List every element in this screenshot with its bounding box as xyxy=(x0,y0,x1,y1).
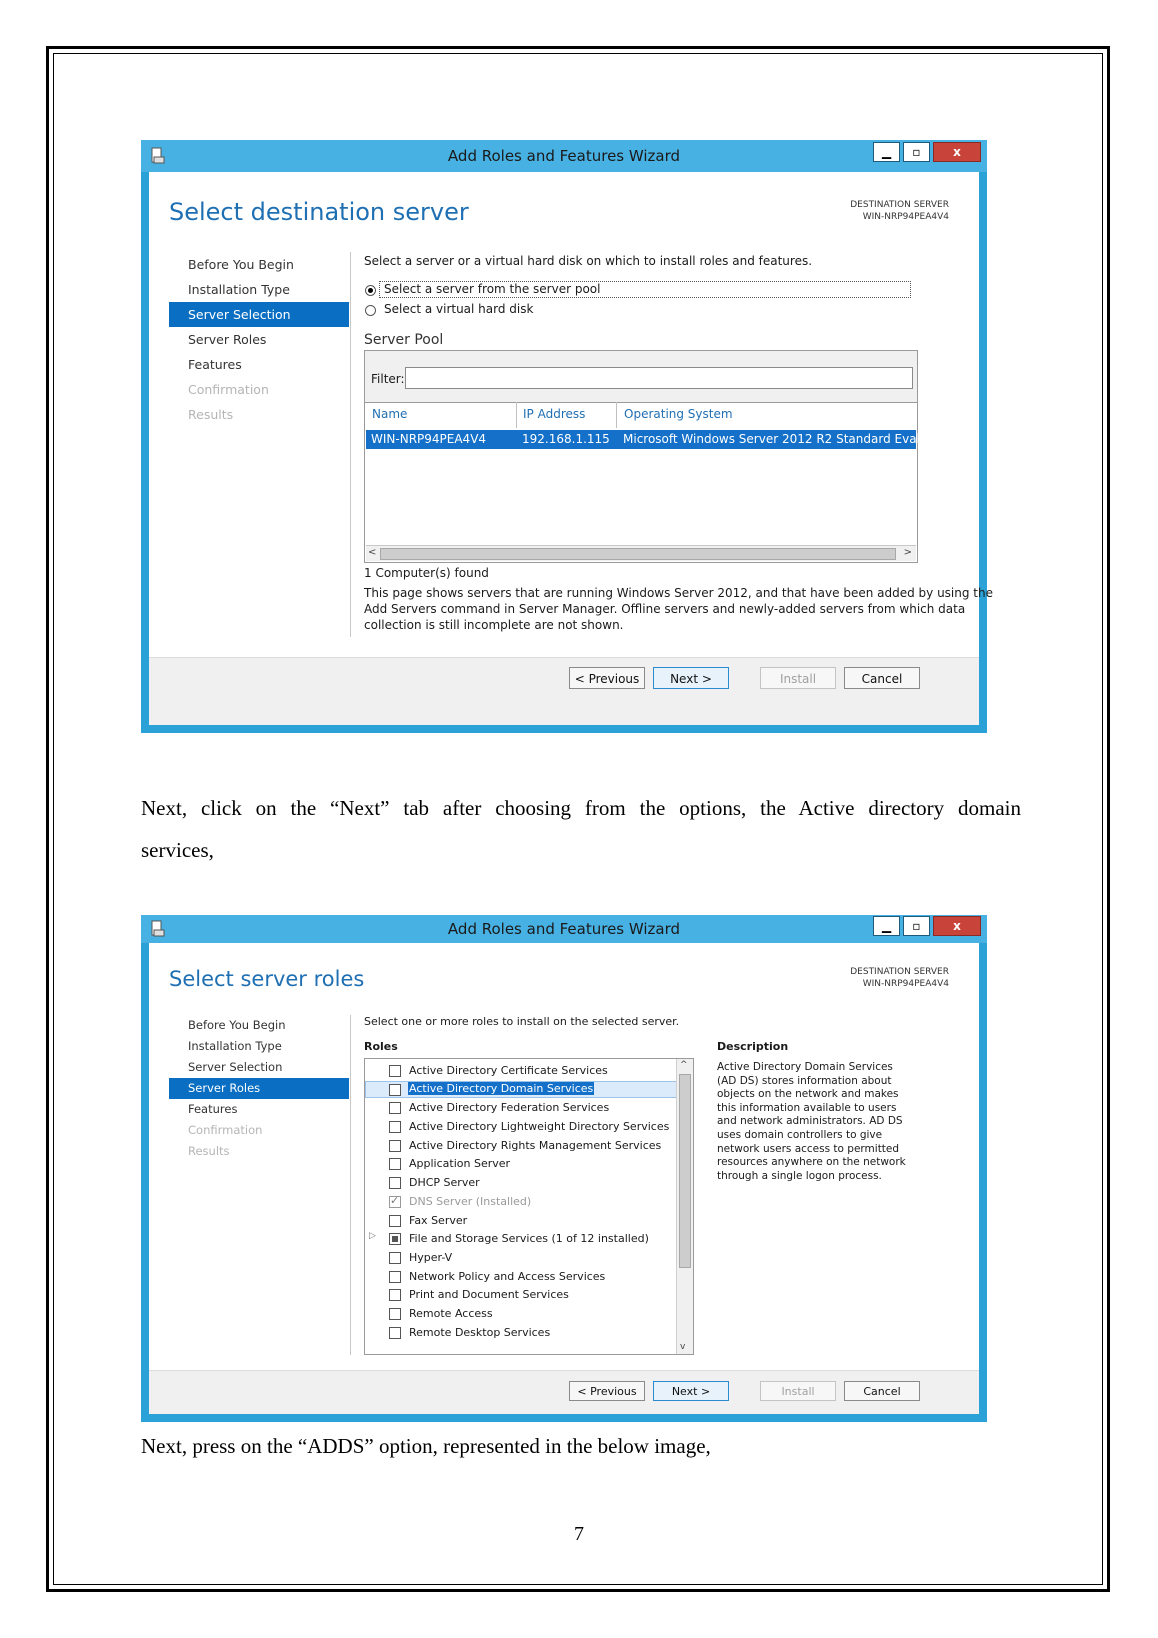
nav-server-selection[interactable]: Server Selection xyxy=(169,302,349,327)
computers-found: 1 Computer(s) found xyxy=(364,566,489,580)
wizard-footer xyxy=(149,657,979,725)
previous-button[interactable]: < Previous xyxy=(569,1381,645,1401)
description-line: resources anywhere on the network xyxy=(717,1156,906,1169)
role-checkbox[interactable] xyxy=(389,1308,401,1320)
role-checkbox[interactable] xyxy=(389,1084,401,1096)
roles-list xyxy=(364,1058,694,1355)
column-ip-address[interactable]: IP Address xyxy=(523,407,586,421)
destination-label: DESTINATION SERVER xyxy=(850,200,949,210)
role-checkbox[interactable] xyxy=(389,1215,401,1227)
expand-arrow-icon[interactable]: ▷ xyxy=(369,1231,376,1242)
role-label: Active Directory Certificate Services xyxy=(409,1064,608,1077)
radio-virtual-disk[interactable] xyxy=(365,305,376,316)
role-label: Fax Server xyxy=(409,1213,468,1227)
scrollbar-thumb[interactable] xyxy=(380,548,896,560)
role-checkbox[interactable] xyxy=(389,1271,401,1283)
roles-label: Roles xyxy=(364,1040,398,1053)
column-operating-system[interactable]: Operating System xyxy=(624,407,733,421)
row-os: Microsoft Windows Server 2012 R2 Standard Evaluation xyxy=(623,432,958,446)
destination-name: WIN-NRP94PEA4V4 xyxy=(862,979,949,989)
wizard-window-destination xyxy=(141,140,993,733)
scrollbar-thumb[interactable] xyxy=(679,1074,691,1268)
role-checkbox[interactable] xyxy=(389,1158,401,1170)
description-line: through a single logon process. xyxy=(717,1169,882,1182)
server-pool-panel xyxy=(364,350,958,563)
role-label: DHCP Server xyxy=(409,1176,480,1190)
role-checkbox[interactable] xyxy=(389,1252,401,1264)
minimize-icon: ▁ xyxy=(881,145,892,159)
close-icon: x xyxy=(953,919,961,933)
title-bar[interactable] xyxy=(141,915,987,943)
destination-server xyxy=(850,966,949,990)
maximize-button[interactable] xyxy=(903,142,930,162)
nav-confirmation: Confirmation xyxy=(188,1123,263,1137)
role-checkbox[interactable] xyxy=(389,1140,401,1152)
install-button: Install xyxy=(760,1381,836,1401)
cancel-button[interactable]: Cancel xyxy=(844,1381,920,1401)
server-pool-title: Server Pool xyxy=(364,332,444,348)
minimize-button[interactable] xyxy=(873,142,900,162)
nav-before-you-begin[interactable]: Before You Begin xyxy=(188,257,294,272)
role-label: Active Directory Lightweight Directory Services xyxy=(409,1120,670,1134)
description-line: (AD DS) stores information about xyxy=(717,1074,892,1087)
note-line-1: This page shows servers that are running Windows Server 2012, and that have been added by using the xyxy=(364,586,993,600)
nav-features[interactable]: Features xyxy=(188,357,242,372)
destination-server xyxy=(850,199,949,223)
nav-server-roles[interactable]: Server Roles xyxy=(169,1078,349,1099)
description-label: Description xyxy=(717,1040,789,1053)
filter-label: Filter: xyxy=(371,372,405,386)
role-label: Remote Access xyxy=(409,1306,493,1320)
close-icon: x xyxy=(953,145,961,159)
scroll-up-icon[interactable]: ^ xyxy=(680,1060,688,1070)
nav-results: Results xyxy=(188,407,234,422)
minimize-button[interactable] xyxy=(873,916,900,936)
wizard-nav xyxy=(169,252,349,427)
description-line: this information available to users xyxy=(717,1101,897,1114)
maximize-icon: ▫ xyxy=(912,919,921,933)
next-button[interactable]: Next > xyxy=(653,1381,729,1401)
role-checkbox[interactable] xyxy=(389,1065,401,1077)
nav-results: Results xyxy=(188,1144,230,1158)
row-ip: 192.168.1.115 xyxy=(522,432,610,446)
nav-installation-type[interactable]: Installation Type xyxy=(188,1039,282,1053)
maximize-icon: ▫ xyxy=(912,145,921,159)
destination-label: DESTINATION SERVER xyxy=(850,967,949,977)
table-row[interactable] xyxy=(366,430,958,449)
nav-confirmation: Confirmation xyxy=(188,382,269,397)
paragraph-1-line-1: Next, click on the “Next” tab after choosing from the options, the Active directory domain xyxy=(141,796,1021,820)
instruction-text: Select one or more roles to install on the selected server. xyxy=(364,1015,680,1028)
role-label: Active Directory Federation Services xyxy=(409,1101,610,1115)
window-title: Add Roles and Features Wizard xyxy=(447,920,681,938)
role-label: Application Server xyxy=(409,1157,511,1171)
close-button[interactable] xyxy=(933,142,981,162)
role-label: Active Directory Domain Services xyxy=(409,1081,594,1095)
window-title: Add Roles and Features Wizard xyxy=(447,147,681,165)
radio-server-pool-label[interactable]: Select a server from the server pool xyxy=(384,282,601,296)
nav-divider xyxy=(350,1015,351,1355)
description-line: Active Directory Domain Services xyxy=(717,1061,893,1073)
maximize-button[interactable] xyxy=(903,916,930,936)
close-button[interactable] xyxy=(933,916,981,936)
description-line: and network administrators. AD DS xyxy=(717,1115,903,1128)
page-heading: Select destination server xyxy=(169,198,469,226)
filter-input[interactable] xyxy=(405,367,913,389)
description-line: network users access to permitted xyxy=(717,1142,900,1155)
wizard-window-roles xyxy=(141,915,987,1422)
nav-installation-type[interactable]: Installation Type xyxy=(188,282,290,297)
note-line-3: collection is still incomplete are not shown. xyxy=(364,618,624,632)
role-label: Hyper-V xyxy=(409,1250,453,1264)
radio-server-pool[interactable] xyxy=(365,285,376,296)
role-label: Network Policy and Access Services xyxy=(409,1269,606,1283)
role-label: Remote Desktop Services xyxy=(409,1325,551,1339)
role-checkbox[interactable] xyxy=(389,1177,401,1189)
scroll-right-icon[interactable]: > xyxy=(903,547,912,558)
role-checkbox[interactable] xyxy=(389,1327,401,1339)
install-button: Install xyxy=(760,667,836,689)
page-heading: Select server roles xyxy=(169,967,365,991)
description-line: uses domain controllers to give xyxy=(717,1128,883,1141)
title-bar[interactable] xyxy=(141,140,987,172)
wizard-nav xyxy=(169,1015,349,1162)
row-name: WIN-NRP94PEA4V4 xyxy=(371,432,487,446)
minimize-icon: ▁ xyxy=(881,919,892,933)
radio-virtual-disk-label[interactable]: Select a virtual hard disk xyxy=(384,302,534,316)
page-number: 7 xyxy=(574,1523,584,1545)
role-checkbox[interactable] xyxy=(389,1121,401,1133)
nav-divider xyxy=(350,252,351,637)
destination-name: WIN-NRP94PEA4V4 xyxy=(862,212,949,222)
role-checkbox-installed xyxy=(389,1196,401,1208)
previous-button[interactable]: < Previous xyxy=(569,667,645,689)
nav-features[interactable]: Features xyxy=(188,1102,238,1116)
role-checkbox[interactable] xyxy=(389,1102,401,1114)
body-paragraph-2: Next, press on the “ADDS” option, represented in the below image, xyxy=(141,1434,711,1458)
instruction-text: Select a server or a virtual hard disk on which to install roles and features. xyxy=(364,254,813,268)
wizard-footer xyxy=(149,1370,979,1414)
description-line: objects on the network and makes xyxy=(717,1088,899,1101)
body-paragraph-1 xyxy=(141,787,1021,871)
cancel-button[interactable]: Cancel xyxy=(844,667,920,689)
nav-server-roles[interactable]: Server Roles xyxy=(188,332,267,347)
nav-server-selection[interactable]: Server Selection xyxy=(188,1060,283,1074)
next-button[interactable]: Next > xyxy=(653,667,729,689)
nav-before-you-begin[interactable]: Before You Begin xyxy=(188,1018,286,1032)
paragraph-1-line-2: services, xyxy=(141,838,214,862)
role-label: Print and Document Services xyxy=(409,1288,569,1302)
description-text xyxy=(717,1061,906,1183)
role-checkbox-partial[interactable] xyxy=(389,1233,401,1245)
role-label: Active Directory Rights Management Services xyxy=(409,1138,662,1152)
vertical-scrollbar[interactable] xyxy=(676,1059,693,1354)
note-line-2: Add Servers command in Server Manager. Offline servers and newly-added servers from which data xyxy=(364,602,966,616)
role-checkbox[interactable] xyxy=(389,1289,401,1301)
column-name[interactable]: Name xyxy=(372,407,408,421)
role-label: File and Storage Services (1 of 12 installed) xyxy=(409,1232,649,1246)
horizontal-scrollbar[interactable] xyxy=(366,545,916,561)
role-label: DNS Server (Installed) xyxy=(409,1194,532,1208)
scroll-left-icon[interactable]: < xyxy=(368,547,377,558)
scroll-down-icon[interactable]: v xyxy=(680,1342,686,1352)
